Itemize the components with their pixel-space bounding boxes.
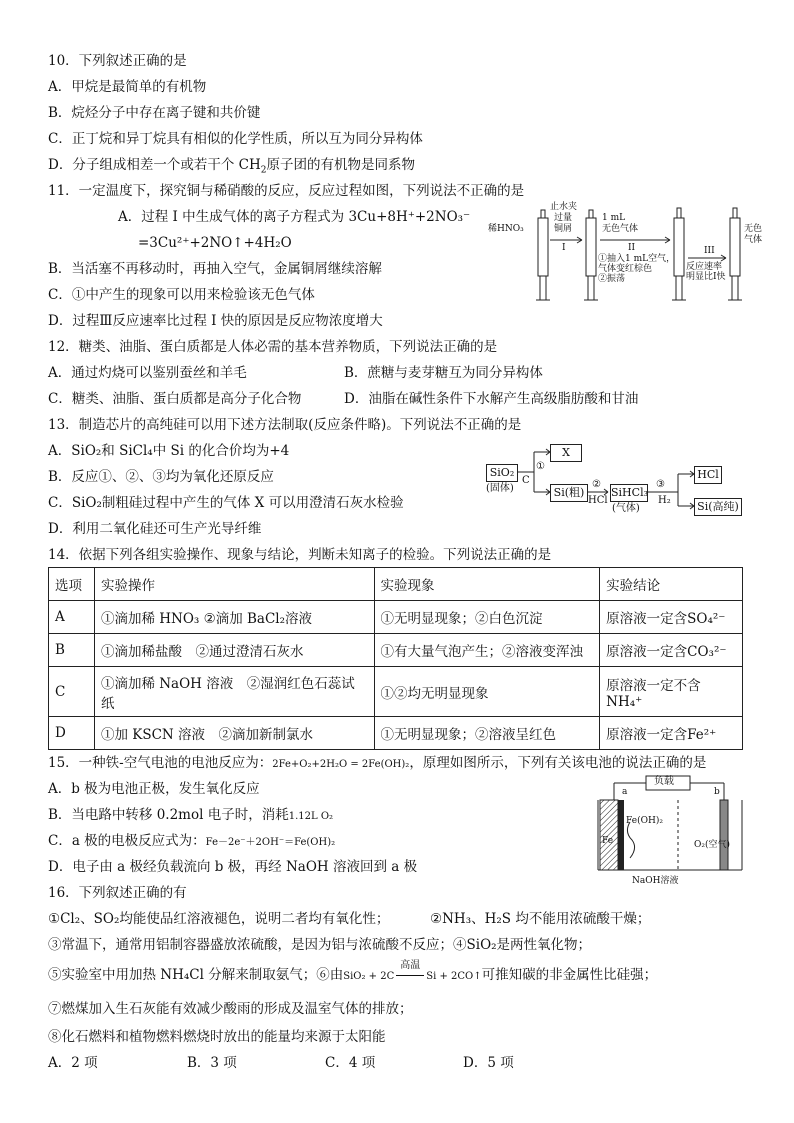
battery-label-b: b <box>714 787 720 797</box>
fig-label-excess: 过量 <box>554 213 573 223</box>
table-cell: 原溶液一定含Fe²⁺ <box>600 717 743 750</box>
fig-label-shake: ②振荡 <box>598 274 626 284</box>
table-cell: ①滴加稀盐酸 ②通过澄清石灰水 <box>94 634 374 667</box>
q16-option-a: A．2 项 <box>48 1055 98 1071</box>
q13-option-c: C．SiO₂制粗硅过程中产生的气体 X 可以用澄清石灰水检验 <box>48 495 404 511</box>
table-cell: C <box>49 667 95 717</box>
q16-statement-2: ②NH₃、H₂S 均不能用浓硫酸干燥； <box>430 911 651 927</box>
q16-option-d: D．5 项 <box>463 1055 514 1071</box>
q15-stem: 15．一种铁-空气电池的电池反应为：2Fe+O₂+2H₂O = 2Fe(OH)₂，原理如图所示，下列有关该电池的说法正确的是 <box>48 755 707 771</box>
table-header: 选项 <box>49 568 95 601</box>
q13-option-d: D．利用二氧化硅还可生产光导纤维 <box>48 521 262 537</box>
q15-option-c: C．a 极的电极反应式为：Fe－2e⁻＋2OH⁻＝Fe(OH)₂ <box>48 833 336 849</box>
fig-step-1: I <box>562 243 566 253</box>
battery-label-fe: Fe <box>602 836 614 846</box>
battery-label-load: 负载 <box>654 776 674 787</box>
q15-battery-figure <box>592 772 752 890</box>
q12-option-d: D．油脂在碱性条件下水解产生高级脂肪酸和甘油 <box>344 391 639 407</box>
fig-label-dilute-nitric: 稀HNO₃ <box>488 224 524 234</box>
table-cell: ①②均无明显现象 <box>374 667 600 717</box>
table-cell: ①有大量气泡产生；②溶液变浑浊 <box>374 634 600 667</box>
table-row <box>49 717 743 750</box>
table-header: 实验现象 <box>374 568 600 601</box>
flow-box-hcl: HCl <box>694 466 722 484</box>
q11-option-d: D．过程Ⅲ反应速率比过程 I 快的原因是反应物浓度增大 <box>48 313 383 329</box>
table-row <box>49 667 743 717</box>
q10-option-c: C．正丁烷和异丁烷具有相似的化学性质，所以互为同分异构体 <box>48 131 423 147</box>
flow-label-h2: H₂ <box>658 495 671 506</box>
fig-label-clamp: 止水夹 <box>550 202 578 212</box>
flow-label-hcl: HCl <box>588 495 608 506</box>
q11-option-a-line1: A．过程 I 中生成气体的离子方程式为 3Cu+8H⁺+2NO₃⁻ <box>118 209 471 225</box>
table-cell: ①无明显现象；②白色沉淀 <box>374 601 600 634</box>
q15-option-a: A．b 极为电池正极，发生氧化反应 <box>48 781 260 797</box>
q12-option-a: A．通过灼烧可以鉴别蚕丝和羊毛 <box>48 365 247 381</box>
q15-option-d: D．电子由 a 极经负载流向 b 极，再经 NaOH 溶液回到 a 极 <box>48 859 418 875</box>
battery-label-feoh2: Fe(OH)₂ <box>626 816 663 826</box>
q11-option-c: C．①中产生的现象可以用来检验该无色气体 <box>48 287 315 303</box>
flow-box-si-pure: Si(高纯) <box>694 498 742 516</box>
flow-step-3: ③ <box>656 479 665 490</box>
flow-label-c: C <box>522 475 530 486</box>
flow-label-solid: (固体) <box>486 483 514 494</box>
battery-label-naoh: NaOH溶液 <box>632 876 679 886</box>
table-cell: 原溶液一定不含NH₄⁺ <box>600 667 743 717</box>
q16-statement-5-6: ⑤实验室中用加热 NH₄Cl 分解来制取氨气；⑥由SiO₂ + 2C 高温 Si + 2CO↑可推知碳的非金属性比硅强； <box>48 960 658 983</box>
table-row <box>49 634 743 667</box>
q12-option-b: B．蔗糖与麦芽糖互为同分异构体 <box>344 365 543 381</box>
table-cell: 原溶液一定含CO₃²⁻ <box>600 634 743 667</box>
fig-step-3: III <box>704 246 715 256</box>
q16-option-b: B．3 项 <box>187 1055 237 1071</box>
flow-box-si-crude: Si(粗) <box>550 484 588 502</box>
flow-label-gas: (气体) <box>612 503 640 514</box>
table-cell: ①无明显现象；②溶液呈红色 <box>374 717 600 750</box>
table-cell: ①加 KSCN 溶液 ②滴加新制氯水 <box>94 717 374 750</box>
fig-label-gas: 气体 <box>744 235 763 245</box>
q10-option-a: A．甲烷是最简单的有机物 <box>48 79 207 95</box>
table-row <box>49 601 743 634</box>
table-header-row <box>49 568 743 601</box>
fig-label-turn-brown: 气体变红棕色 <box>598 264 653 274</box>
table-cell: B <box>49 634 95 667</box>
q16-option-c: C．4 项 <box>325 1055 376 1071</box>
battery-diagram <box>592 772 752 890</box>
q10-stem: 10．下列叙述正确的是 <box>48 53 187 69</box>
flow-box-sio2: SiO₂ <box>486 464 518 482</box>
q16-statement-7: ⑦燃煤加入生石灰能有效减少酸雨的形成及温室气体的排放； <box>48 1001 413 1017</box>
q16-statement-1: ①Cl₂、SO₂均能使品红溶液褪色，说明二者均有氧化性； <box>48 911 390 927</box>
q11-stem: 11．一定温度下，探究铜与稀硝酸的反应，反应过程如图，下列说法不正确的是 <box>48 183 525 199</box>
flow-box-sihcl3: SiHCl₃ <box>610 484 648 502</box>
q14-experiment-table <box>48 567 743 750</box>
q13-flow-diagram <box>484 438 744 528</box>
q11-syringe-figure <box>488 200 768 310</box>
q16-statement-3-4: ③常温下，通常用铝制容器盛放浓硫酸，是因为铝与浓硫酸不反应；④SiO₂是两性氧化物； <box>48 937 592 953</box>
q13-stem: 13．制造芯片的高纯硅可以用下述方法制取(反应条件略)。下列说法不正确的是 <box>48 417 522 433</box>
q14-stem: 14．依据下列各组实验操作、现象与结论，判断未知离子的检验。下列说法正确的是 <box>48 547 552 563</box>
fig-label-1ml: 1 mL <box>602 213 626 223</box>
table-header: 实验操作 <box>94 568 374 601</box>
q10-option-b: B．烷烃分子中存在离子键和共价键 <box>48 105 261 121</box>
fig-label-colorless-gas: 无色气体 <box>602 224 639 234</box>
q11-option-a-line2: =3Cu²⁺+2NO↑+4H₂O <box>138 235 292 251</box>
table-header: 实验结论 <box>600 568 743 601</box>
q11-option-b: B．当活塞不再移动时，再抽入空气，金属铜屑继续溶解 <box>48 261 382 277</box>
fig-label-copper: 铜屑 <box>554 224 573 234</box>
q13-option-a: A．SiO₂和 SiCl₄中 Si 的化合价均为+4 <box>48 443 290 459</box>
fig-label-rate: 反应速率 <box>686 262 723 272</box>
q12-option-c: C．糖类、油脂、蛋白质都是高分子化合物 <box>48 391 302 407</box>
fig-label-add-air: ①抽入1 mL空气， <box>598 254 676 264</box>
q12-stem: 12．糖类、油脂、蛋白质都是人体必需的基本营养物质，下列说法正确的是 <box>48 339 498 355</box>
battery-label-a: a <box>622 787 628 797</box>
table-cell: ①滴加稀 HNO₃ ②滴加 BaCl₂溶液 <box>94 601 374 634</box>
q16-stem: 16．下列叙述正确的有 <box>48 885 187 901</box>
table-cell: 原溶液一定含SO₄²⁻ <box>600 601 743 634</box>
flow-box-x: X <box>550 444 582 462</box>
q16-statement-8: ⑧化石燃料和植物燃料燃烧时放出的能量均来源于太阳能 <box>48 1029 386 1045</box>
battery-label-o2: O₂(空气) <box>694 840 731 850</box>
table-cell: A <box>49 601 95 634</box>
q13-option-b: B．反应①、②、③均为氧化还原反应 <box>48 469 274 485</box>
fig-label-faster: 明显比I快 <box>686 272 726 282</box>
fig-step-2: II <box>628 243 636 253</box>
fig-label-colorless: 无色 <box>744 224 763 234</box>
q10-option-d: D．分子组成相差一个或若干个 $CH_2$原子团的有机物是同系物 <box>48 157 415 176</box>
flow-step-2: ② <box>592 479 601 490</box>
table-cell: ①滴加稀 NaOH 溶液 ②湿润红色石蕊试纸 <box>94 667 374 717</box>
table-cell: D <box>49 717 95 750</box>
flow-step-1: ① <box>536 461 545 472</box>
q15-option-b: B．当电路中转移 0.2mol 电子时，消耗1.12L O₂ <box>48 807 334 823</box>
